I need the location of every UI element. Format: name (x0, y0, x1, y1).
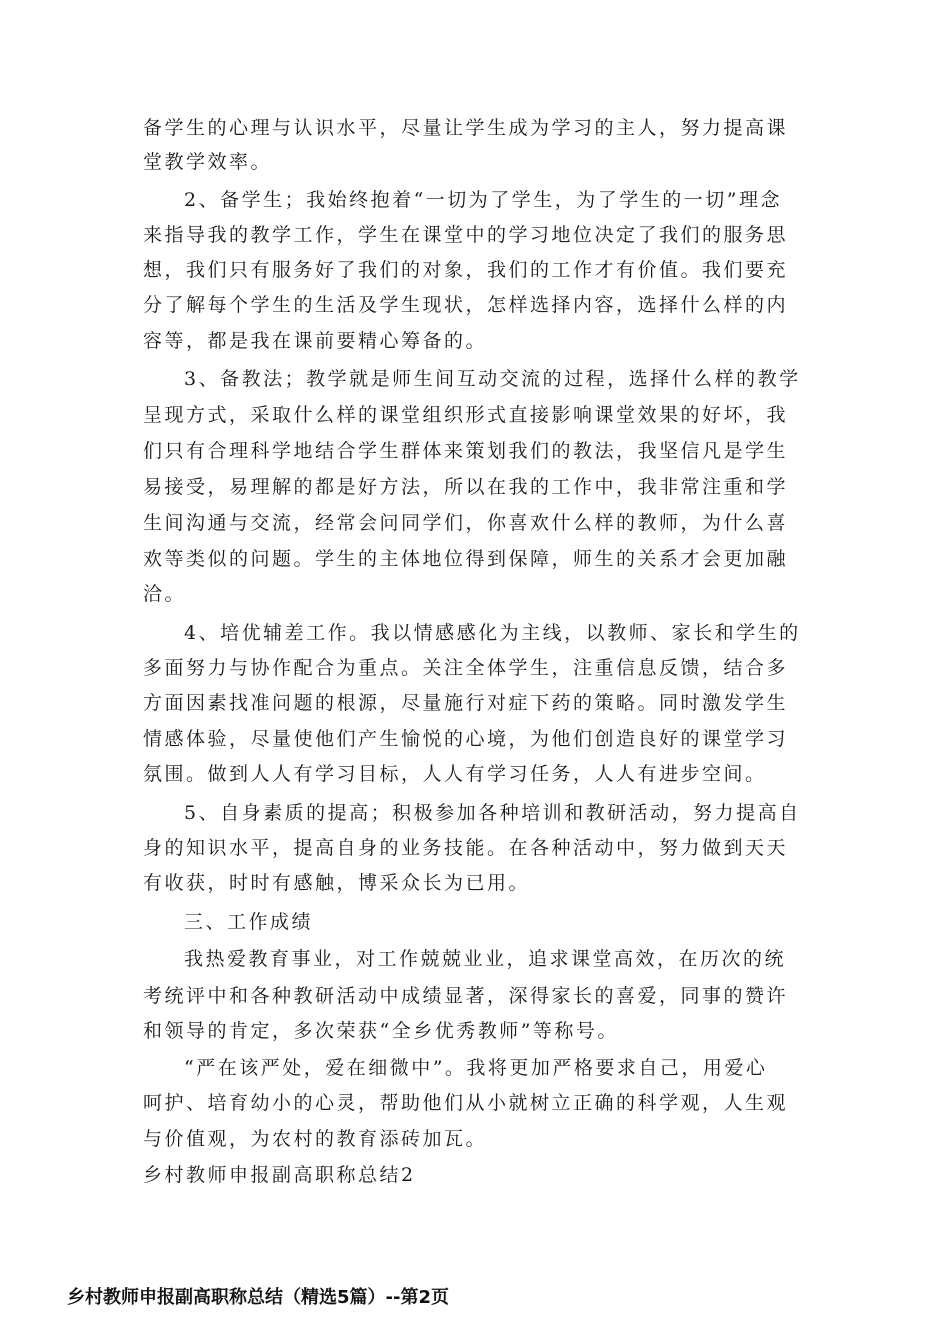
text-line: 有收获，时时有感触，博采众长为已用。 (143, 872, 531, 894)
text-line: 4、培优辅差工作。我以情感感化为主线，以教师、家长和学生的 (184, 622, 801, 644)
text-line: 备学生的心理与认识水平，尽量让学生成为学习的主人，努力提高课 (143, 117, 789, 139)
text-line: 呵护、培育幼小的心灵，帮助他们从小就树立正确的科学观，人生观 (143, 1092, 789, 1114)
text-line: 和领导的肯定，多次荣获“全乡优秀教师”等称号。 (143, 1020, 619, 1042)
text-line: 欢等类似的问题。学生的主体地位得到保障，师生的关系才会更加融 (143, 548, 789, 570)
text-line: 5、自身素质的提高；积极参加各种培训和教研活动，努力提高自 (184, 802, 801, 824)
text-line: 呈现方式，采取什么样的课堂组织形式直接影响课堂效果的好坏，我 (143, 404, 789, 426)
text-line: 考统评中和各种教研活动中成绩显著，深得家长的喜爱，同事的赞许 (143, 985, 789, 1007)
text-line: 氛围。做到人人有学习目标，人人有学习任务，人人有进步空间。 (143, 763, 767, 785)
text-line: 来指导我的教学工作，学生在课堂中的学习地位决定了我们的服务思 (143, 224, 789, 246)
text-line: 洽。 (143, 583, 187, 605)
text-line: 方面因素找准问题的根源，尽量施行对症下药的策略。同时激发学生 (143, 692, 789, 714)
text-line: 三、工作成绩 (184, 911, 314, 933)
text-line: 乡村教师申报副高职称总结2 (143, 1164, 416, 1186)
text-line: “严在该严处，爱在细微中”。我将更加严格要求自己，用爱心 (184, 1057, 768, 1079)
text-line: 2、备学生；我始终抱着“一切为了学生，为了学生的一切”理念 (184, 189, 783, 211)
text-line: 我热爱教育事业，对工作兢兢业业，追求课堂高效，在历次的统 (184, 948, 787, 970)
text-line: 与价值观，为农村的教育添砖加瓦。 (143, 1128, 488, 1150)
text-line: 易接受，易理解的都是好方法，所以在我的工作中，我非常注重和学 (143, 476, 789, 498)
text-line: 3、备教法；教学就是师生间互动交流的过程，选择什么样的教学 (184, 368, 801, 390)
text-line: 想，我们只有服务好了我们的对象，我们的工作才有价值。我们要充 (143, 259, 789, 281)
page-footer: 乡村教师申报副高职称总结（精选5篇）--第2页 (67, 1287, 449, 1308)
text-line: 们只有合理科学地结合学生群体来策划我们的教法，我坚信凡是学生 (143, 440, 789, 462)
text-line: 堂教学效率。 (143, 151, 273, 173)
text-line: 情感体验，尽量使他们产生愉悦的心境，为他们创造良好的课堂学习 (143, 728, 789, 750)
text-line: 分了解每个学生的生活及学生现状，怎样选择内容，选择什么样的内 (143, 294, 789, 316)
text-line: 容等，都是我在课前要精心筹备的。 (143, 330, 488, 352)
text-line: 多面努力与协作配合为重点。关注全体学生，注重信息反馈，结合多 (143, 657, 789, 679)
text-line: 生间沟通与交流，经常会问同学们，你喜欢什么样的教师，为什么喜 (143, 512, 789, 534)
text-line: 身的知识水平，提高自身的业务技能。在各种活动中，努力做到天天 (143, 837, 789, 859)
